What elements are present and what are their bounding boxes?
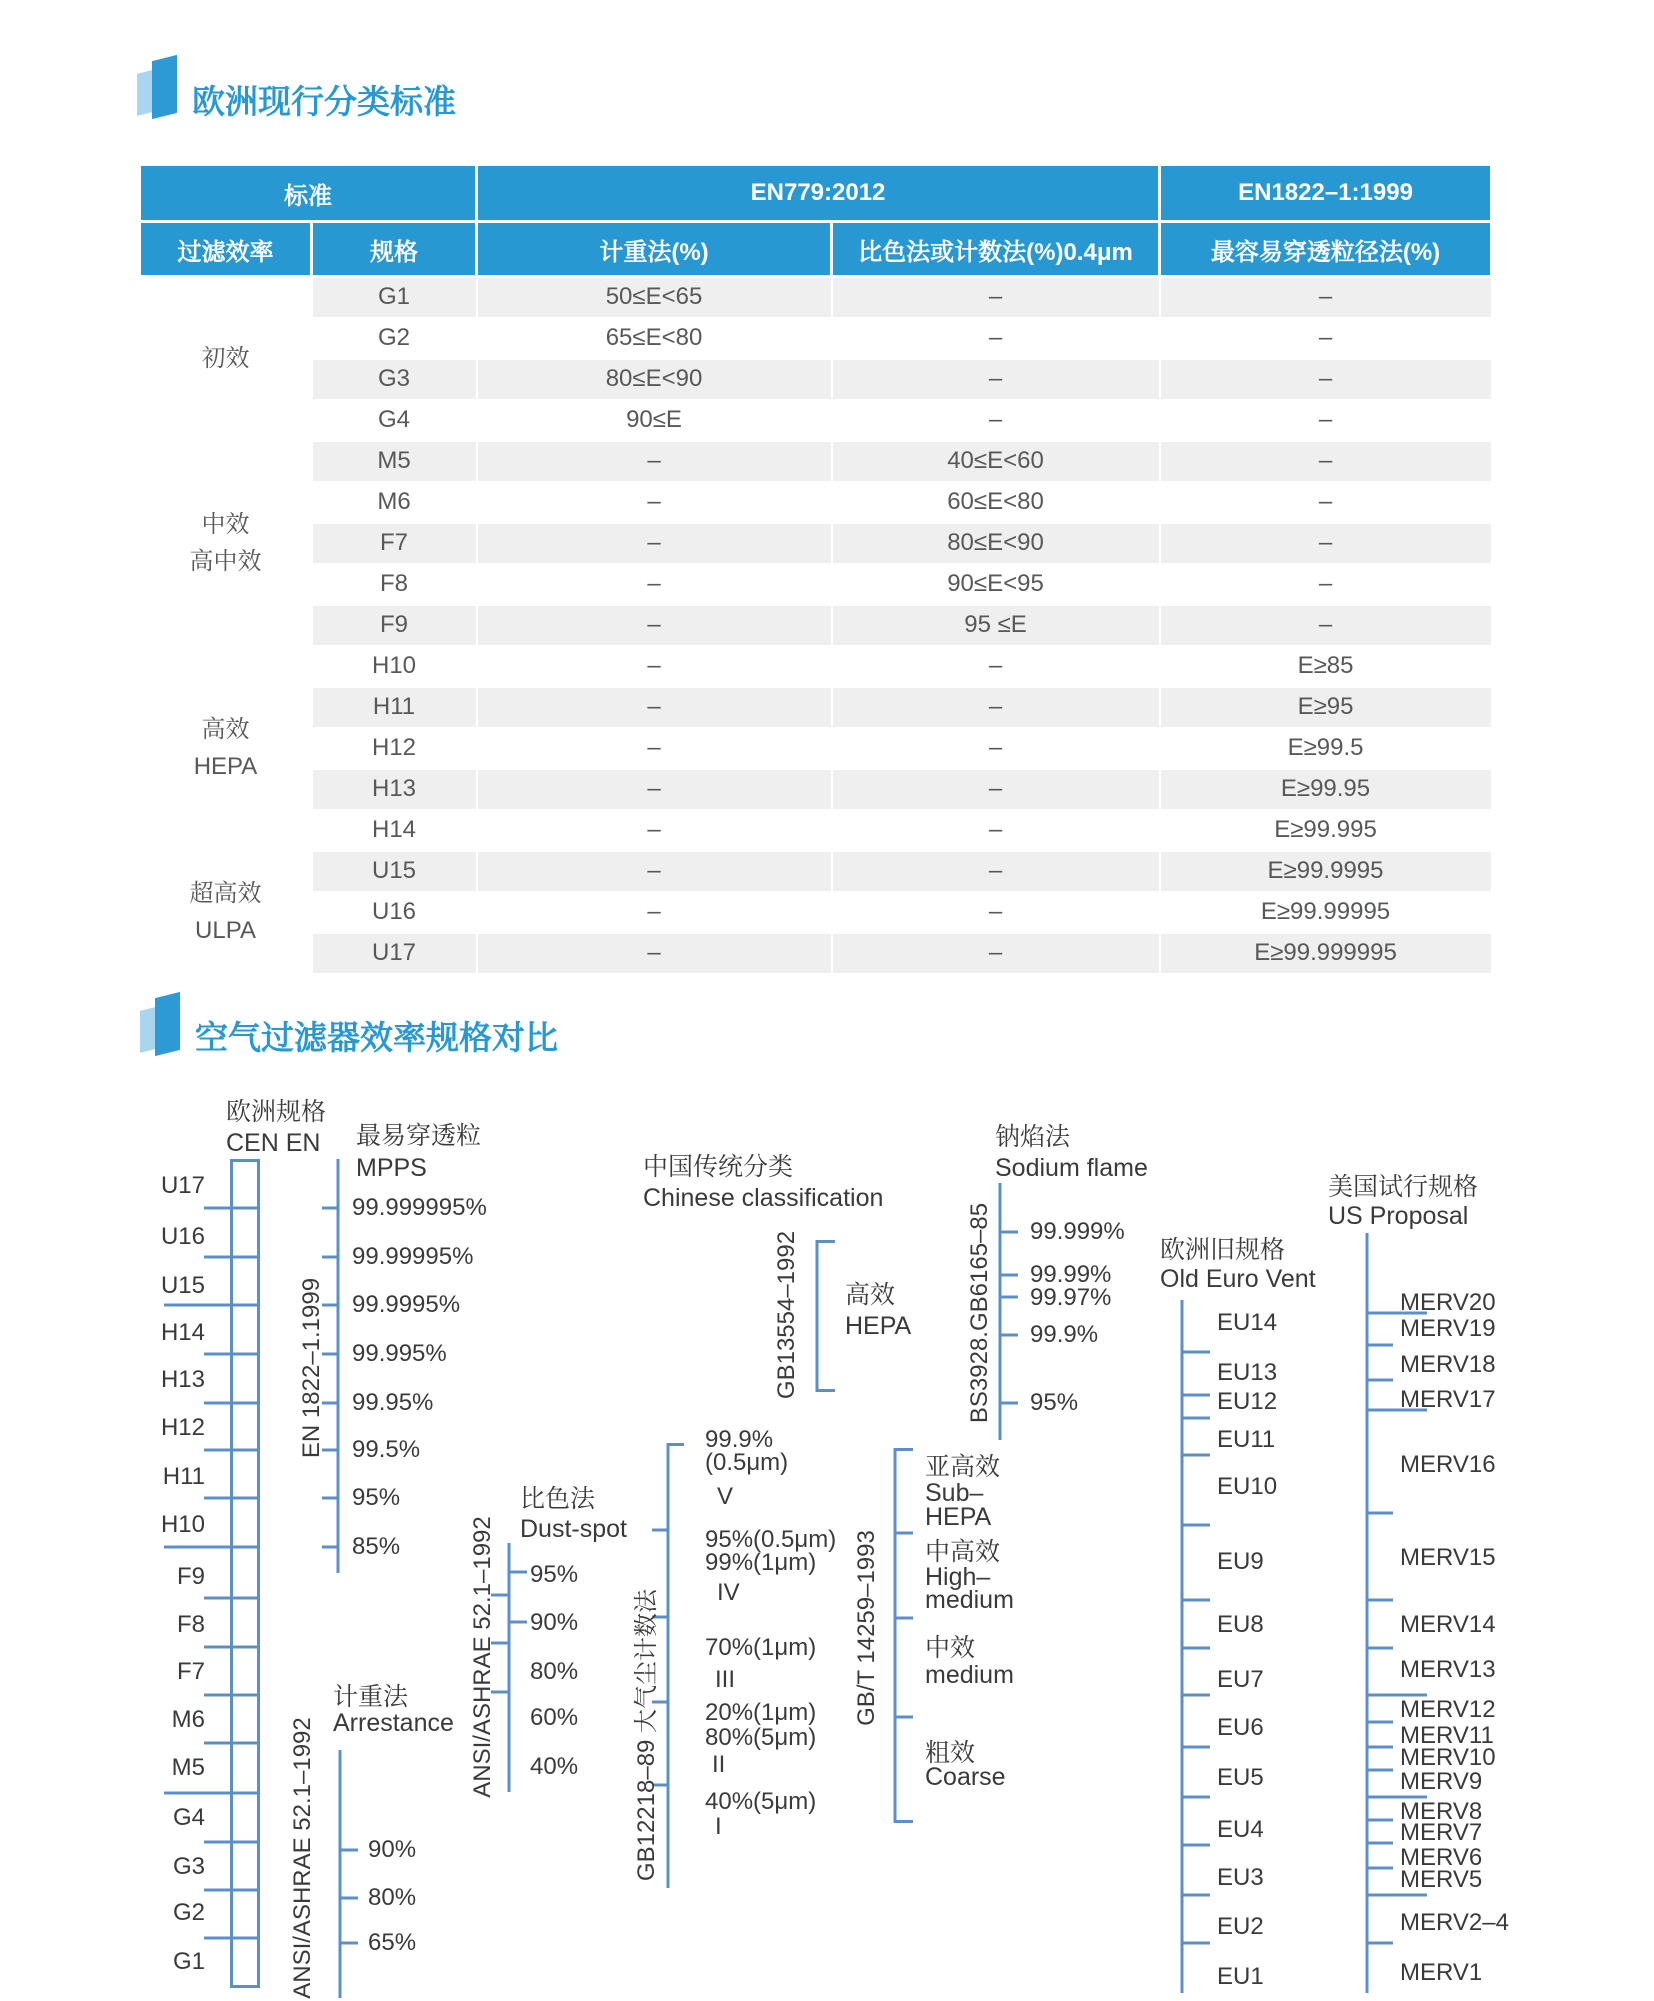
cell-m: E≥99.5 — [1160, 728, 1492, 769]
arrestance-header-cn: 计重法 — [333, 1683, 409, 1711]
cell-w: – — [477, 564, 832, 605]
cell-m: E≥99.999995 — [1160, 933, 1492, 974]
dustcount-value: 80%(5μm) — [705, 1724, 817, 1751]
cell-spec: F9 — [312, 605, 477, 646]
cell-m: – — [1160, 564, 1492, 605]
cell-spec: G4 — [312, 400, 477, 441]
cell-w: 90≤E — [477, 400, 832, 441]
cell-w: – — [477, 810, 832, 851]
cell-w: – — [477, 605, 832, 646]
dustcount-numeral: II — [712, 1751, 726, 1778]
sodium-value: 99.97% — [1030, 1284, 1112, 1311]
cen-class: U17 — [160, 1172, 205, 1199]
dustcount-numeral: V — [717, 1483, 734, 1510]
cen-class: U16 — [160, 1223, 205, 1250]
dustspot-value: 95% — [530, 1561, 579, 1588]
merv-header-cn: 美国试行规格 — [1328, 1173, 1479, 1201]
group-line: ULPA — [195, 917, 256, 944]
cell-w: 50≤E<65 — [477, 277, 832, 318]
cell-m: – — [1160, 400, 1492, 441]
category-subhepa: 亚高效 — [925, 1453, 1001, 1481]
mpps-value: 85% — [352, 1533, 401, 1560]
eurovent-item: EU7 — [1217, 1666, 1264, 1693]
cen-class: F9 — [176, 1563, 205, 1590]
dustspot-value: 60% — [530, 1704, 579, 1731]
dustspot-axis — [491, 1543, 527, 1792]
sodium-header-en: Sodium flame — [995, 1154, 1148, 1182]
mpps-value: 95% — [352, 1484, 401, 1511]
cell-m: – — [1160, 523, 1492, 564]
cen-header-en: CEN EN — [226, 1129, 321, 1157]
group-line: 超高效 — [189, 879, 262, 907]
table-header-standard: 标准 — [140, 165, 477, 222]
cell-c: 90≤E<95 — [832, 564, 1160, 605]
cell-m: E≥99.995 — [1160, 810, 1492, 851]
cell-spec: G2 — [312, 318, 477, 359]
cell-c: – — [832, 277, 1160, 318]
gbt14259-standard-label: GB/T 14259–1993 — [853, 1530, 880, 1726]
dustspot-header-cn: 比色法 — [520, 1485, 596, 1513]
category-subhepa: HEPA — [925, 1503, 992, 1531]
merv-item: MERV18 — [1400, 1351, 1496, 1378]
cell-w: – — [477, 728, 832, 769]
cell-w: – — [477, 933, 832, 974]
merv-item: MERV19 — [1400, 1315, 1496, 1342]
merv-item: MERV12 — [1400, 1696, 1496, 1723]
cell-spec: G3 — [312, 359, 477, 400]
dustcount-numeral: III — [715, 1666, 736, 1693]
eurovent-item: EU4 — [1217, 1816, 1264, 1843]
merv-item: MERV5 — [1400, 1866, 1483, 1893]
table-header-en779: EN779:2012 — [477, 165, 1160, 222]
cell-m: E≥99.9995 — [1160, 851, 1492, 892]
eurovent-item: EU8 — [1217, 1611, 1264, 1638]
cell-c: 40≤E<60 — [832, 441, 1160, 482]
col-header-dustspot: 比色法或计数法(%)0.4μm — [832, 222, 1160, 277]
dustcount-numeral: I — [715, 1813, 722, 1840]
eurovent-item: EU3 — [1217, 1864, 1264, 1891]
cell-m: E≥85 — [1160, 646, 1492, 687]
cen-standard-label: EN 1822–1.1999 — [298, 1277, 325, 1459]
mpps-value: 99.95% — [352, 1389, 434, 1416]
merv-item: MERV16 — [1400, 1451, 1496, 1478]
dustcount-value: 70%(1μm) — [705, 1634, 817, 1661]
cen-class: H14 — [160, 1319, 205, 1346]
dustspot-value: 90% — [530, 1609, 579, 1636]
cen-header-cn: 欧洲规格 — [226, 1098, 327, 1126]
dustspot-value: 80% — [530, 1658, 579, 1685]
cell-spec: H13 — [312, 769, 477, 810]
sodium-value: 99.9% — [1030, 1321, 1099, 1348]
category-coarse: Coarse — [925, 1763, 1006, 1791]
cell-spec: U15 — [312, 851, 477, 892]
mpps-value: 99.9995% — [352, 1291, 461, 1318]
merv-item: MERV8 — [1400, 1798, 1483, 1825]
eurovent-axis — [1182, 1300, 1210, 1993]
cell-c: – — [832, 687, 1160, 728]
merv-item: MERV20 — [1400, 1289, 1496, 1316]
cell-w: – — [477, 851, 832, 892]
merv-item: MERV17 — [1400, 1386, 1496, 1413]
eurovent-item: EU12 — [1217, 1388, 1278, 1415]
hepa-label-cn: 高效 — [845, 1281, 896, 1309]
cen-class: G2 — [172, 1899, 205, 1926]
china-header-cn: 中国传统分类 — [643, 1153, 794, 1181]
cen-class: H13 — [160, 1366, 205, 1393]
cell-w: 80≤E<90 — [477, 359, 832, 400]
cell-m: E≥99.95 — [1160, 769, 1492, 810]
cell-spec: G1 — [312, 277, 477, 318]
merv-header-en: US Proposal — [1328, 1202, 1469, 1230]
group-line: HEPA — [193, 753, 258, 780]
eurovent-item: EU5 — [1217, 1764, 1264, 1791]
eurovent-item: EU10 — [1217, 1473, 1278, 1500]
category-coarse: 粗效 — [925, 1739, 976, 1767]
sodium-value: 99.99% — [1030, 1261, 1112, 1288]
dustcount-value: (0.5μm) — [705, 1449, 789, 1476]
dustcount-value: 95%(0.5μm) — [705, 1526, 837, 1553]
cell-w: 65≤E<80 — [477, 318, 832, 359]
category-highmedium: medium — [925, 1586, 1014, 1614]
cen-class: M6 — [171, 1706, 205, 1733]
cell-w: – — [477, 441, 832, 482]
cell-m: – — [1160, 605, 1492, 646]
mpps-header-en: MPPS — [356, 1154, 427, 1182]
cen-class: G1 — [172, 1948, 205, 1975]
eurovent-item: EU13 — [1217, 1359, 1278, 1386]
cell-w: – — [477, 687, 832, 728]
merv-item: MERV6 — [1400, 1844, 1483, 1871]
dustcount-value: 40%(5μm) — [705, 1788, 817, 1815]
cen-class: G3 — [172, 1853, 205, 1880]
merv-item: MERV2–4 — [1400, 1909, 1509, 1936]
cell-c: – — [832, 933, 1160, 974]
mpps-value: 99.999995% — [352, 1194, 487, 1221]
sodium-axis — [1000, 1183, 1018, 1440]
mpps-value: 99.5% — [352, 1436, 421, 1463]
mpps-value: 99.995% — [352, 1340, 447, 1367]
merv-item: MERV13 — [1400, 1656, 1496, 1683]
dustcount-value: 99%(1μm) — [705, 1549, 817, 1576]
cell-spec: F8 — [312, 564, 477, 605]
eurovent-item: EU9 — [1217, 1548, 1264, 1575]
eurovent-header-cn: 欧洲旧规格 — [1160, 1236, 1286, 1264]
category-medium: 中效 — [925, 1634, 976, 1662]
merv-item: MERV1 — [1400, 1959, 1483, 1986]
merv-item: MERV10 — [1400, 1744, 1496, 1771]
dustspot-value: 40% — [530, 1753, 579, 1780]
cell-m: E≥99.99995 — [1160, 892, 1492, 933]
mpps-header-cn: 最易穿透粒 — [356, 1122, 482, 1150]
eurovent-item: EU1 — [1217, 1963, 1264, 1990]
dustspot-standard-label: ANSI/ASHRAE 52.1–1992 — [469, 1516, 496, 1798]
cell-c: 80≤E<90 — [832, 523, 1160, 564]
category-highmedium: High– — [925, 1563, 991, 1591]
merv-item: MERV7 — [1400, 1819, 1483, 1846]
cell-m: E≥95 — [1160, 687, 1492, 728]
col-header-mpps: 最容易穿透粒径法(%) — [1160, 222, 1492, 277]
group-line: 中效 — [201, 510, 250, 538]
arrestance-header-en: Arrestance — [333, 1709, 454, 1737]
dustcount-numeral: IV — [717, 1579, 740, 1606]
arrestance-axis — [340, 1750, 358, 1998]
cell-spec: H14 — [312, 810, 477, 851]
arrestance-value: 90% — [368, 1836, 417, 1863]
cell-m: – — [1160, 441, 1492, 482]
category-subhepa: Sub– — [925, 1479, 984, 1507]
cen-class: U15 — [160, 1272, 205, 1299]
arrestance-value: 80% — [368, 1884, 417, 1911]
dustcount-value: 99.9% — [705, 1426, 774, 1453]
cell-m: – — [1160, 482, 1492, 523]
category-highmedium: 中高效 — [925, 1538, 1001, 1566]
cen-class: F7 — [176, 1658, 205, 1685]
gb13554-standard-label: GB13554–1992 — [773, 1230, 800, 1400]
arrestance-value: 65% — [368, 1929, 417, 1956]
mpps-value: 99.99995% — [352, 1243, 474, 1270]
cell-w: – — [477, 523, 832, 564]
cell-c: 95 ≤E — [832, 605, 1160, 646]
arrestance-standard-label: ANSI/ASHRAE 52.1–1992 — [289, 1717, 316, 1999]
cell-w: – — [477, 482, 832, 523]
merv-item: MERV9 — [1400, 1768, 1483, 1795]
china-header-en: Chinese classification — [643, 1184, 884, 1212]
table-header-en1822: EN1822–1:1999 — [1160, 165, 1492, 222]
eurovent-item: EU2 — [1217, 1913, 1264, 1940]
cell-spec: M5 — [312, 441, 477, 482]
cen-class: M5 — [171, 1754, 205, 1781]
col-header-arrestance: 计重法(%) — [477, 222, 832, 277]
gb12218-standard-label: GB12218–89 大气尘计数法 — [633, 1588, 660, 1882]
hepa-label-en: HEPA — [845, 1312, 912, 1340]
merv-item: MERV15 — [1400, 1544, 1496, 1571]
cen-class: H10 — [160, 1511, 205, 1538]
cell-spec: H10 — [312, 646, 477, 687]
cell-c: – — [832, 851, 1160, 892]
cell-c: – — [832, 646, 1160, 687]
sodium-header-cn: 钠焰法 — [995, 1123, 1071, 1151]
group-line: 高中效 — [189, 548, 262, 575]
cell-spec: U16 — [312, 892, 477, 933]
sodium-value: 99.999% — [1030, 1218, 1125, 1245]
cell-c: – — [832, 769, 1160, 810]
cell-c: – — [832, 359, 1160, 400]
merv-item: MERV11 — [1400, 1722, 1494, 1749]
eurovent-item: EU11 — [1217, 1426, 1276, 1453]
section2-title: 空气过滤器效率规格对比 — [195, 1019, 558, 1056]
cen-class: H11 — [162, 1463, 205, 1490]
cell-spec: M6 — [312, 482, 477, 523]
cell-spec: H11 — [312, 687, 477, 728]
cell-c: – — [832, 318, 1160, 359]
eurovent-header-en: Old Euro Vent — [1160, 1265, 1316, 1293]
cell-spec: F7 — [312, 523, 477, 564]
dustcount-value: 20%(1μm) — [705, 1699, 817, 1726]
group-line: 初效 — [201, 345, 250, 373]
cell-w: – — [477, 892, 832, 933]
merv-item: MERV14 — [1400, 1611, 1496, 1638]
cen-class: H12 — [160, 1414, 205, 1441]
cell-c: – — [832, 810, 1160, 851]
cell-m: – — [1160, 359, 1492, 400]
col-header-efficiency: 过滤效率 — [140, 222, 312, 277]
cell-m: – — [1160, 318, 1492, 359]
eurovent-item: EU6 — [1217, 1714, 1264, 1741]
cell-spec: H12 — [312, 728, 477, 769]
gb13554-bracket — [817, 1240, 835, 1392]
sodium-value: 95% — [1030, 1389, 1079, 1416]
cell-c: – — [832, 728, 1160, 769]
eurovent-item: EU14 — [1217, 1309, 1278, 1336]
dustspot-header-en: Dust-spot — [520, 1515, 627, 1543]
cell-c: – — [832, 400, 1160, 441]
cell-c: – — [832, 892, 1160, 933]
sodium-standard-label: BS3928.GB6165–85 — [966, 1202, 993, 1424]
col-header-spec: 规格 — [312, 222, 477, 277]
cen-class: G4 — [172, 1804, 205, 1831]
section1-title: 欧洲现行分类标准 — [192, 83, 456, 120]
cen-class: F8 — [176, 1611, 205, 1638]
gbt14259-bracket — [895, 1448, 913, 1823]
cell-spec: U17 — [312, 933, 477, 974]
category-medium: medium — [925, 1661, 1014, 1689]
cell-m: – — [1160, 277, 1492, 318]
group-line: 高效 — [201, 715, 250, 743]
cell-c: 60≤E<80 — [832, 482, 1160, 523]
cell-w: – — [477, 646, 832, 687]
cell-w: – — [477, 769, 832, 810]
